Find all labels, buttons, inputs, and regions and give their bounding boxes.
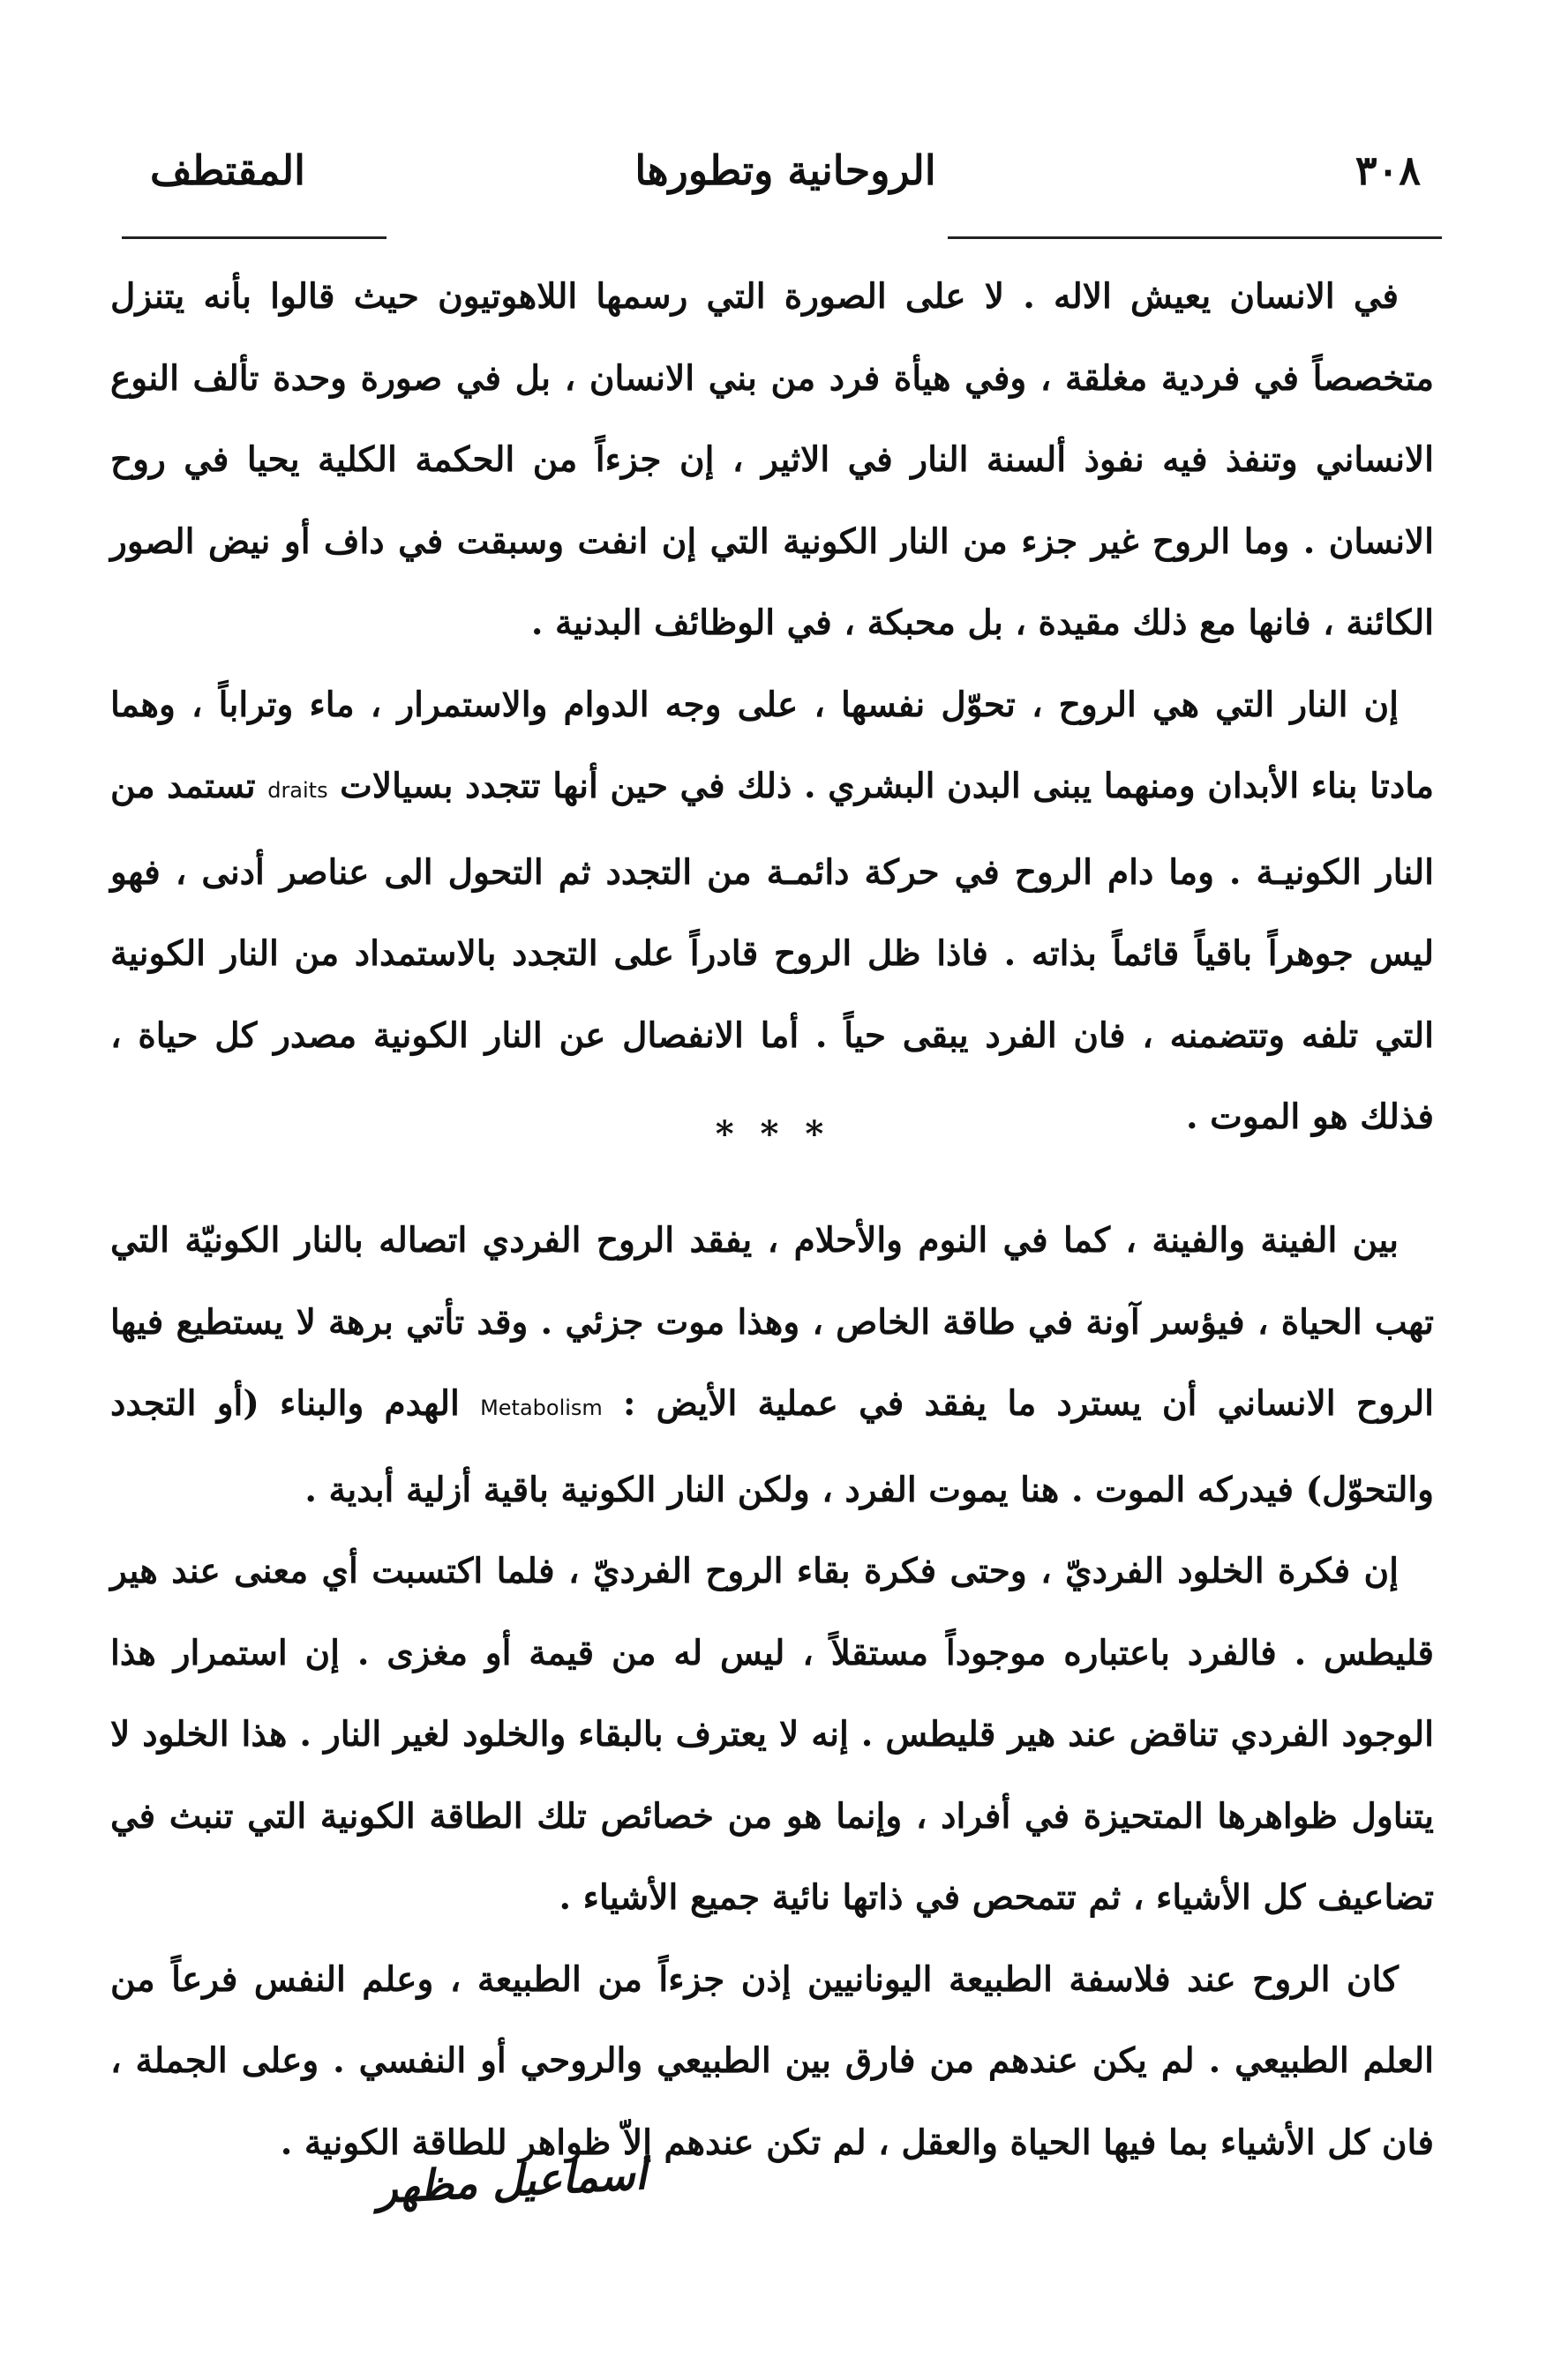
running-title: الروحانية وتطورها — [634, 146, 936, 194]
header-rule-right — [948, 236, 1442, 239]
paragraph-4: إن فكرة الخلود الفرديّ ، وحتى فكرة بقاء الروح الفرديّ ، فلما اكتسبت أي معنى عند هير قليطس . فالفرد باعتباره موجوداً مستقلاً ، ليس له من قيمة أو مغزى . إن استمرار هذا الوجود الفردي تناقض عند هير قليطس . إنه لا يعترف بالبقاء والخلود لغير النار . هذا الخلود لا يتناول ظواهرها المتحيزة في أفراد ، وإنما هو من خصائص تلك الطاقة الكونية التي تنبث في تضاعيف كل الأشياء ، ثم تتمحص في ذاتها نائية جميع الأشياء . — [110, 1551, 1434, 1918]
section-1 — [110, 256, 1434, 1158]
paragraph-3 — [110, 1200, 1434, 1531]
page-header — [150, 139, 1421, 201]
page-number: ٣٠٨ — [1355, 146, 1421, 194]
section-2 — [110, 1200, 1434, 2183]
paragraph-5: كان الروح عند فلاسفة الطبيعة اليونانيين إذن جزءاً من الطبيعة ، وعلم النفس فرعاً من العلم الطبيعي . لم يكن عندهم من فارق بين الطبيعي والروحي أو النفسي . وعلى الجملة ، فان كل الأشياء بما فيها الحياة والعقل ، لم تكن عندهم إلاّ ظواهر للطاقة الكونية . — [110, 1958, 1434, 2163]
latin-term-metabolism: Metabolism — [480, 1396, 603, 1420]
section-separator: * * * — [715, 1113, 831, 1155]
paragraph-2-part-a: إن النار التي هي الروح ، تحوّل نفسها ، على وجه الدوام والاستمرار ، ماء وتراباً ، وهما مادتا بناء الأبدان ومنهما يبنى البدن البشري . ذلك في حين أنها تتجدد بسيالات — [110, 684, 1434, 806]
header-rule-left — [122, 236, 386, 239]
paragraph-2 — [110, 664, 1434, 1158]
paragraph-1: في الانسان يعيش الاله . لا على الصورة التي رسمها اللاهوتيون حيث قالوا بأنه يتنزل متخصصاً في فردية مغلقة ، وفي هيأة فرد من بني الانسان ، بل في صورة وحدة تألف النوع الانساني وتنفذ فيه نفوذ ألسنة النار في الاثير ، إن جزءاً من الحكمة الكلية يحيا في روح الانسان . وما الروح غير جزء من النار الكونية التي إن انفت وسبقت في داف أو نيض الصور الكائنة ، فانها مع ذلك مقيدة ، بل محبكة ، في الوظائف البدنية . — [110, 276, 1434, 643]
journal-name: المقتطف — [150, 146, 305, 194]
latin-term-drafts: draits — [267, 778, 328, 803]
paragraph-2-part-b: تستمد من النار الكونيـة . وما دام الروح في حركة دائمـة من التجدد ثم التحول الى عناصر أدنى ، فهو ليس جوهراً باقياً قائماً بذاته . فاذا ظل الروح قادراً على التجدد بالاستمداد من النار الكونية التي تلفه وتتضمنه ، فان الفرد يبقى حياً . أما الانفصال عن النار الكونية مصدر كل حياة ، فذلك هو الموت . — [110, 766, 1434, 1137]
paragraph-3-part-b: الهدم والبناء (أو التجدد والتحوّل) فيدركه الموت . هنا يموت الفرد ، ولكن النار الكونية باقية أزلية أبدية . — [110, 1383, 1434, 1510]
author-signature: اسماعيل مظهر — [375, 2150, 649, 2213]
paragraph-3-part-a: بين الفينة والفينة ، كما في النوم والأحلام ، يفقد الروح الفردي اتصاله بالنار الكونيّة التي تهب الحياة ، فيؤسر آونة في طاقة الخاص ، وهذا موت جزئي . وقد تأتي برهة لا يستطيع فيها الروح الانساني أن يسترد ما يفقد في عملية الأيض : — [110, 1220, 1435, 1424]
